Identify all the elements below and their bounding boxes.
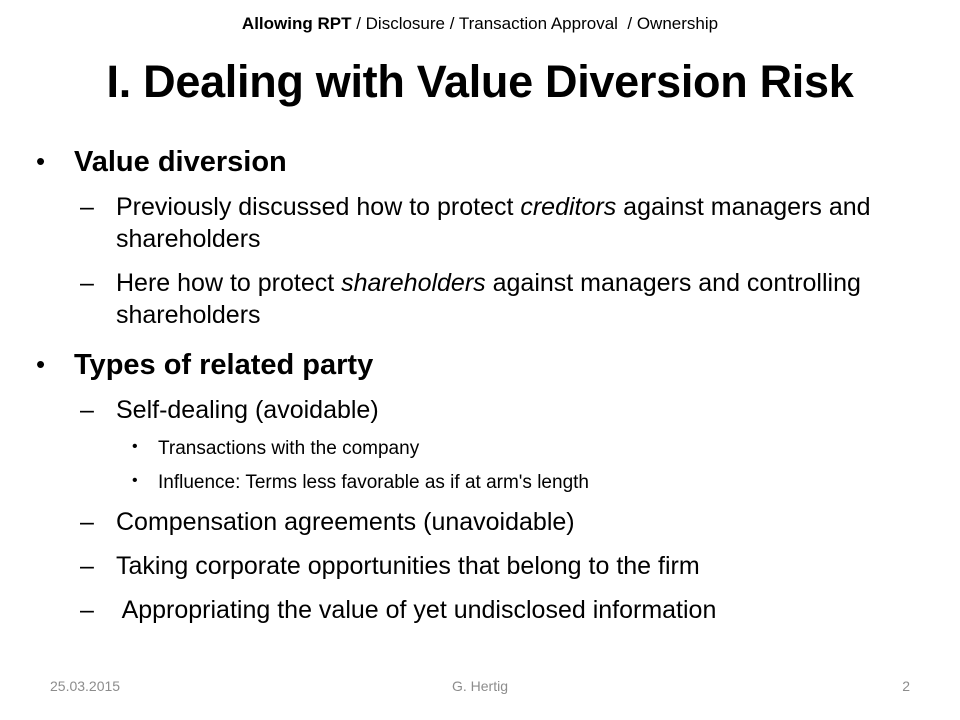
breadcrumb (0, 14, 960, 34)
bullet-icon: • (132, 438, 138, 455)
sub-bullet-text: Self-dealing (avoidable) (116, 396, 379, 424)
dash-icon: – (80, 508, 94, 536)
sub-bullet-text: against managers and controlling shareholders (116, 269, 861, 329)
bullet-value-diversion (36, 146, 936, 179)
dash-icon: – (80, 396, 94, 424)
footer-author: G. Hertig (451, 678, 508, 694)
dash-icon: – (80, 193, 94, 221)
sub-bullet-text: Compensation agreements (unavoidable) (116, 508, 575, 536)
bullet-icon: • (36, 349, 46, 379)
emphasis-text: shareholders (341, 269, 486, 297)
sub-bullet-shareholders (36, 267, 936, 331)
sub-bullet-text: against managers and shareholders (116, 193, 871, 253)
sub-sub-bullet-transactions (36, 438, 936, 460)
sub-bullet-text: Appropriating the value of yet undisclosed information (116, 596, 717, 624)
sub-bullet-text: Previously discussed how to protect (116, 193, 521, 221)
dash-icon: – (80, 596, 94, 624)
sub-sub-bullet-text: Influence: Terms less favorable as if at arm's length (158, 472, 589, 493)
sub-bullet-appropriating (36, 594, 936, 626)
bullet-icon: • (132, 472, 138, 489)
footer-page-number: 2 (902, 678, 910, 694)
breadcrumb-current: Allowing RPT (241, 14, 352, 33)
dash-icon: – (80, 269, 94, 297)
sub-sub-bullet-influence (36, 472, 936, 494)
sub-bullet-self-dealing (36, 394, 936, 426)
bullet-icon: • (36, 146, 46, 176)
sub-bullet-text: Taking corporate opportunities that belong to the firm (116, 552, 700, 580)
slide-content (36, 146, 936, 626)
footer-date: 25.03.2015 (50, 678, 121, 694)
dash-icon: – (80, 552, 94, 580)
sub-bullet-creditors (36, 191, 936, 255)
emphasis-text: creditors (520, 193, 617, 221)
bullet-types-related-party (36, 349, 936, 382)
sub-bullet-opportunities (36, 550, 936, 582)
slide-title: I. Dealing with Value Diversion Risk (106, 56, 854, 107)
bullet-text: Types of related party (74, 349, 374, 381)
sub-sub-bullet-text: Transactions with the company (158, 438, 420, 459)
breadcrumb-rest: / Disclosure / Transaction Approval / Ownership (351, 14, 719, 33)
sub-bullet-compensation (36, 506, 936, 538)
sub-bullet-text: Here how to protect (116, 269, 342, 297)
bullet-text: Value diversion (74, 146, 287, 178)
